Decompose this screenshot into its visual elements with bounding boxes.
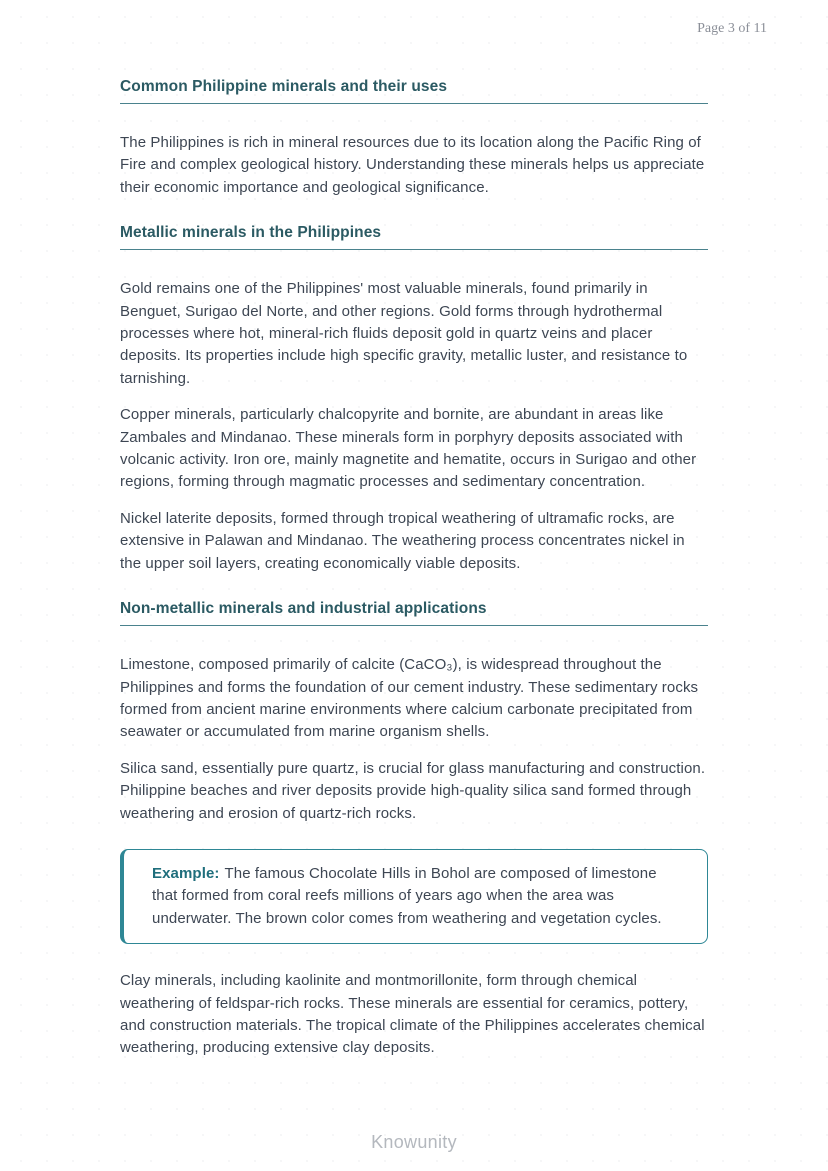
- paragraph-nickel: Nickel laterite deposits, formed through tropical weathering of ultramafic rocks, are extensive in Palawan and Mindanao. The weathering process concentrates nickel in the upper soil layers, creating economically viable deposits.: [120, 509, 685, 572]
- page-number: Page 3 of 11: [697, 21, 767, 36]
- section-heading-non-metallic-minerals: Non-metallic minerals and industrial applications: [120, 599, 708, 626]
- example-body: The famous Chocolate Hills in Bohol are composed of limestone that formed from coral reefs millions of years ago when the area was underwater. The brown color comes from weathering and vegetation cycles.: [152, 864, 662, 927]
- paragraph-gold: Gold remains one of the Philippines' most valuable minerals, found primarily in Benguet, Surigao del Norte, and other regions. Gold forms through hydrothermal processes where hot, mineral-rich fluids deposit gold in quartz veins and placer deposits. Its properties include high specific gravity, metallic luster, and resistance to tarnishing.: [120, 280, 688, 387]
- document-content: [120, 77, 708, 1074]
- paragraph-limestone: Limestone, composed primarily of calcite (CaCO₃), is widespread throughout the Philippines and forms the foundation of our cement industry. These sedimentary rocks formed from ancient marine environments where calcium carbonate precipitated from seawater or accumulated from marine organism shells.: [120, 656, 699, 741]
- footer-brand: Knowunity: [371, 1132, 457, 1152]
- paragraph-silica-sand: Silica sand, essentially pure quartz, is crucial for glass manufacturing and construction. Philippine beaches and river deposits provide high-quality silica sand formed through weathering and erosion of quartz-rich rocks.: [120, 759, 706, 822]
- section-heading-common-minerals: Common Philippine minerals and their uses: [120, 77, 708, 104]
- example-label: Example:: [152, 864, 220, 882]
- paragraph-copper-iron: Copper minerals, particularly chalcopyrite and bornite, are abundant in areas like Zambales and Mindanao. These minerals form in porphyry deposits associated with volcanic activity. Iron ore, mainly magnetite and hematite, occurs in Surigao and other regions, forming through magmatic processes and sedimentary concentration.: [120, 406, 697, 491]
- section-heading-metallic-minerals: Metallic minerals in the Philippines: [120, 223, 708, 250]
- paragraph-clay: Clay minerals, including kaolinite and montmorillonite, form through chemical weathering of feldspar-rich rocks. These minerals are essential for ceramics, pottery, and construction materials. The tropical climate of the Philippines accelerates chemical weathering, producing extensive clay deposits.: [120, 972, 705, 1057]
- paragraph-intro: The Philippines is rich in mineral resources due to its location along the Pacific Ring of Fire and complex geological history. Understanding these minerals helps us appreciate their economic importance and geological significance.: [120, 134, 705, 196]
- example-text: [152, 863, 683, 930]
- example-callout: [120, 849, 708, 944]
